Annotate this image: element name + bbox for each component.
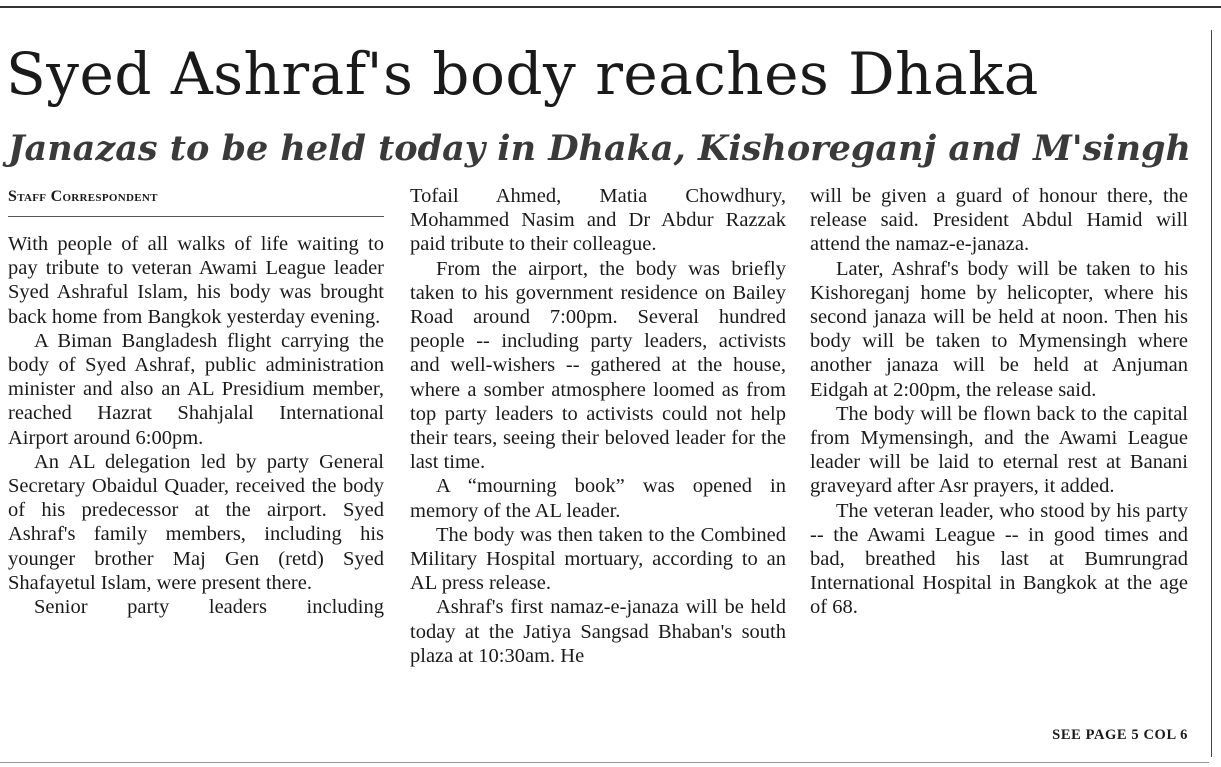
- paragraph: An AL delegation led by party General Secretary Obaidul Quader, received the body of his predecessor at the airport. Syed Ashraf's family members, including his younger brother Maj Gen (retd) Syed Shafayetul Islam, were present there.: [8, 450, 384, 594]
- paragraph: A Biman Bangladesh flight carrying the body of Syed Ashraf, public administration minister and also an AL Presidium member, reached Hazrat Shahjalal International Airport around 6:00pm.: [8, 329, 384, 449]
- jump-line: SEE PAGE 5 COL 6: [1052, 727, 1188, 743]
- paragraph: Ashraf's first namaz-e-janaza will be held today at the Jatiya Sangsad Bhaban's south plaza at 10:30am. He: [410, 596, 786, 667]
- top-rule: [0, 6, 1221, 8]
- paragraph: Senior party leaders including: [34, 596, 384, 619]
- paragraph: From the airport, the body was briefly taken to his government residence on Bailey Road around 7:00pm. Several hundred people -- including party leaders, activists and well-wishers -- gathered at the house, where a somber atmosphere loomed as from top party leaders to activists could not help their tears, seeing their beloved leader for the last time.: [410, 257, 786, 474]
- column-rule-right: [1211, 30, 1212, 757]
- paragraph: The body was then taken to the Combined Military Hospital mortuary, according to an AL press release.: [410, 523, 786, 595]
- subheadline: Janazas to be held today in Dhaka, Kishoreganj and M'singh: [8, 128, 1191, 169]
- paragraph: The body will be flown back to the capital from Mymensingh, and the Awami League leader will be laid to eternal rest at Banani graveyard after Asr prayers, it added.: [810, 402, 1188, 498]
- byline: Staff Correspondent: [8, 188, 384, 217]
- paragraph: With people of all walks of life waiting to pay tribute to veteran Awami League leader Syed Ashraful Islam, his body was brought back home from Bangkok yesterday evening.: [8, 233, 384, 328]
- headline: Syed Ashraf's body reaches Dhaka: [6, 40, 1039, 108]
- article-column-1: [8, 232, 384, 619]
- bottom-rule: [0, 762, 1209, 763]
- paragraph: The veteran leader, who stood by his party -- the Awami League -- in good times and bad, breathed his last at Bumrungrad International Hospital in Bangkok at the age of 68.: [810, 499, 1188, 619]
- paragraph: Later, Ashraf's body will be taken to his Kishoreganj home by helicopter, where his second janaza will be held at noon. Then his body will be taken to Mymensingh where another janaza will be held at Anjuman Eidgah at 2:00pm, the release said.: [810, 257, 1188, 401]
- article-column-3: [810, 184, 1188, 620]
- paragraph: will be given a guard of honour there, the release said. President Abdul Hamid will attend the namaz-e-janaza.: [810, 185, 1188, 256]
- paragraph: Tofail Ahmed, Matia Chowdhury, Mohammed Nasim and Dr Abdur Razzak paid tribute to their colleague.: [410, 185, 786, 256]
- paragraph: A “mourning book” was opened in memory of the AL leader.: [410, 475, 786, 522]
- article-column-2: [410, 184, 786, 668]
